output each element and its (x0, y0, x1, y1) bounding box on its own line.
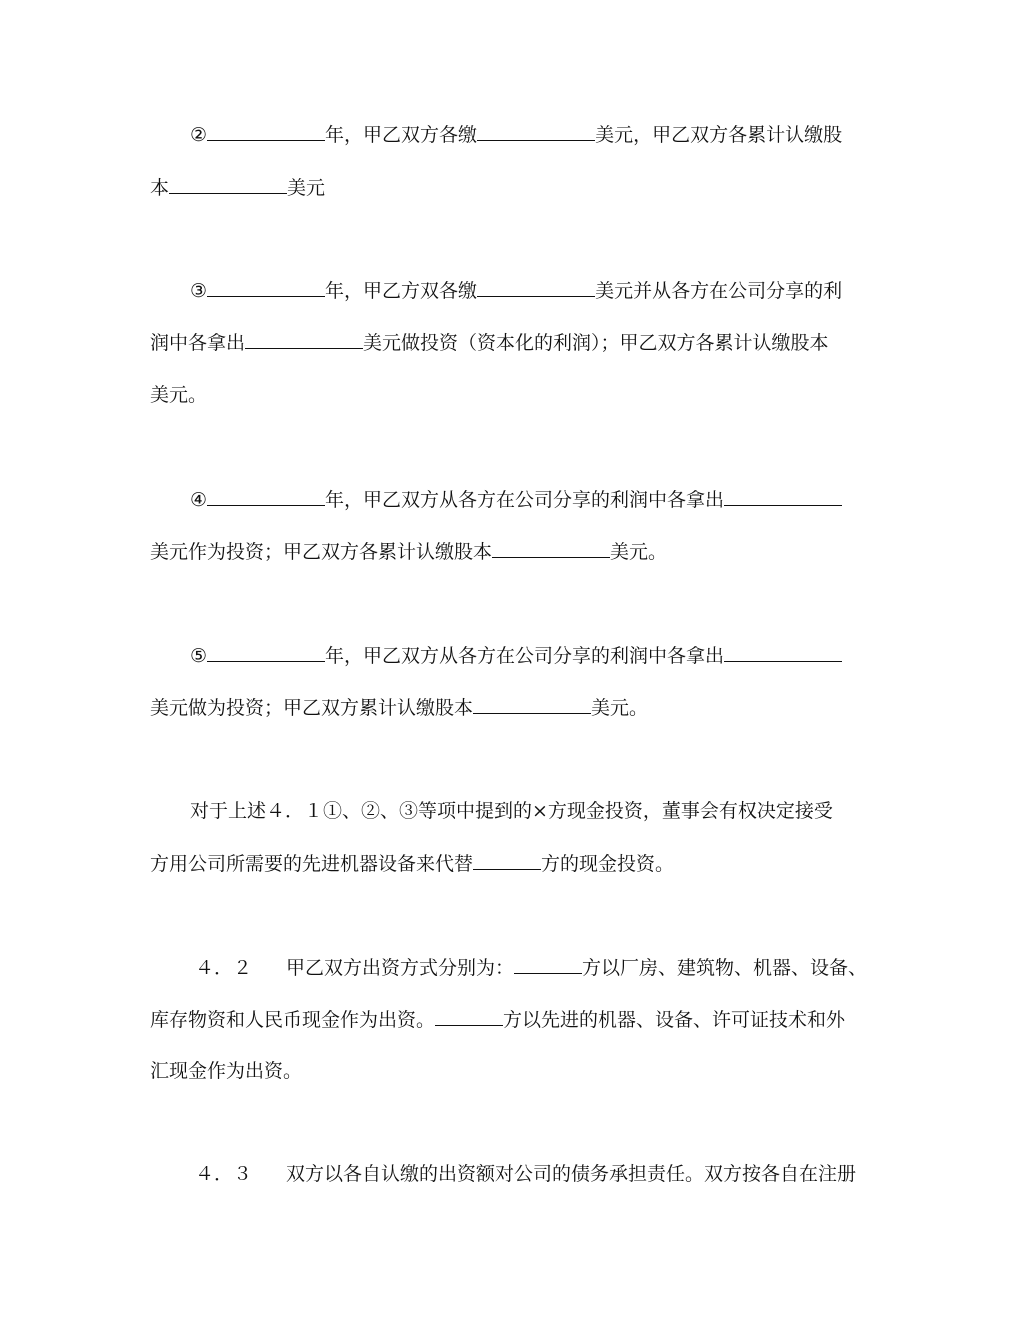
text-segment: 年，甲乙双方从各方在公司分享的利润中各拿出 (325, 489, 725, 511)
party-blank (473, 851, 541, 870)
party-blank (435, 1007, 503, 1026)
year-blank (207, 487, 325, 506)
text-segment: 美元做投资（资本化的利润）；甲乙双方各累计认缴股本 (363, 332, 829, 354)
section-4-2-line-3 (150, 1059, 890, 1083)
amount-blank (724, 643, 842, 662)
circled-number-3: ③ (190, 280, 208, 302)
amount-blank (169, 175, 287, 194)
text-segment: 甲乙双方出资方式分别为： (286, 957, 515, 979)
para-6-line-1 (190, 799, 890, 823)
amount-blank (492, 539, 610, 558)
circled-number-2: ② (190, 124, 208, 146)
text-segment: 美元做为投资；甲乙双方累计认缴股本 (150, 697, 474, 719)
para-5-line-1 (190, 643, 890, 668)
text-segment: 美元并从各方在公司分享的利 (595, 280, 843, 302)
para-4-line-1 (190, 487, 890, 512)
text-segment: 方用公司所需要的先进机器设备来代替 (150, 853, 474, 875)
para-3-line-1 (190, 278, 890, 303)
para-6-line-2 (150, 851, 890, 876)
circled-number-5: ⑤ (190, 645, 208, 667)
para-2-line-2 (150, 175, 890, 200)
year-blank (207, 643, 325, 662)
amount-blank (477, 122, 595, 141)
text-segment: 美元，甲乙双方各累计认缴股 (595, 124, 843, 146)
text-segment: 汇现金作为出资。 (150, 1060, 303, 1082)
amount-blank (245, 330, 363, 349)
text-segment: 对于上述４．１①、②、③等项中提到的×方现金投资，董事会有权决定接受 (190, 800, 833, 822)
amount-blank (724, 487, 842, 506)
amount-blank (473, 695, 591, 714)
amount-blank (477, 278, 595, 297)
para-3-line-2 (150, 330, 890, 355)
circled-number-4: ④ (190, 489, 208, 511)
text-segment: 年，甲乙双方从各方在公司分享的利润中各拿出 (325, 645, 725, 667)
year-blank (207, 278, 325, 297)
text-segment: 年，甲乙方双各缴 (325, 280, 478, 302)
text-segment: 美元作为投资；甲乙双方各累计认缴股本 (150, 541, 493, 563)
text-segment: 方以先进的机器、设备、许可证技术和外 (503, 1009, 846, 1031)
text-segment: 方的现金投资。 (541, 853, 675, 875)
text-segment: 美元 (287, 177, 326, 199)
para-5-line-2 (150, 695, 890, 720)
text-segment: 润中各拿出 (150, 332, 246, 354)
text-segment: 双方以各自认缴的出资额对公司的债务承担责任。双方按各自在注册 (286, 1163, 857, 1185)
section-number: ４．３ (195, 1163, 253, 1185)
section-4-2-line-1 (195, 955, 890, 980)
text-segment: 美元。 (610, 541, 668, 563)
para-3-line-3 (150, 383, 890, 407)
para-4-line-2 (150, 539, 890, 564)
section-number: ４．２ (195, 957, 253, 979)
section-4-3-line-1 (195, 1162, 890, 1186)
text-segment: 本 (150, 177, 170, 199)
text-segment: 方以厂房、建筑物、机器、设备、 (582, 957, 868, 979)
text-segment: 美元。 (150, 384, 208, 406)
section-4-2-line-2 (150, 1007, 890, 1032)
text-segment: 年，甲乙双方各缴 (325, 124, 478, 146)
para-2-line-1 (190, 122, 890, 147)
year-blank (207, 122, 325, 141)
party-blank (514, 955, 582, 974)
text-segment: 库存物资和人民币现金作为出资。 (150, 1009, 436, 1031)
text-segment: 美元。 (591, 697, 649, 719)
